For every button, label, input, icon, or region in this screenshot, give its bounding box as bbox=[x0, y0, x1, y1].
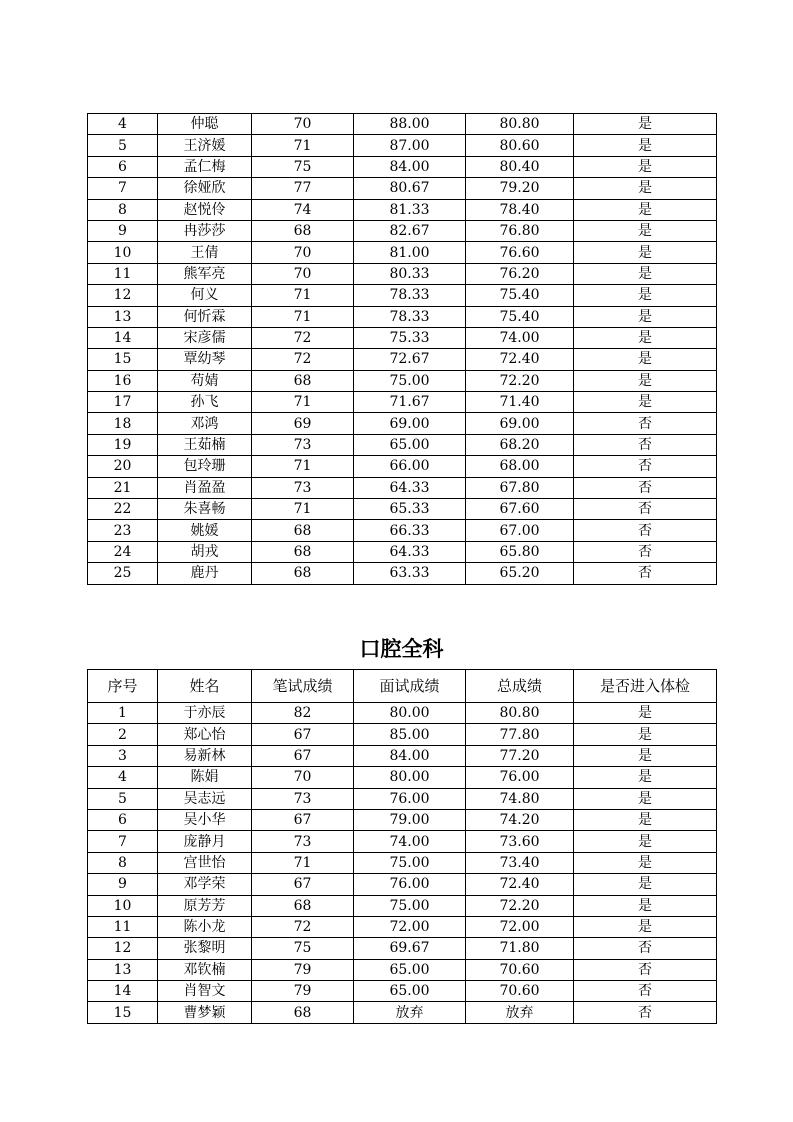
cell-name: 宋彦儒 bbox=[158, 327, 252, 348]
table-row bbox=[88, 703, 717, 724]
cell-total-score: 67.60 bbox=[466, 499, 574, 520]
cell-total-score: 76.80 bbox=[466, 220, 574, 241]
cell-interview-score: 80.00 bbox=[354, 703, 466, 724]
cell-seq: 13 bbox=[88, 959, 158, 980]
cell-written-score: 70 bbox=[252, 114, 354, 135]
table-row bbox=[88, 220, 717, 241]
cell-name: 胡戎 bbox=[158, 541, 252, 562]
cell-physical-exam: 是 bbox=[574, 895, 717, 916]
cell-physical-exam: 是 bbox=[574, 745, 717, 766]
cell-physical-exam: 是 bbox=[574, 392, 717, 413]
cell-interview-score: 65.00 bbox=[354, 981, 466, 1002]
cell-physical-exam: 否 bbox=[574, 499, 717, 520]
cell-seq: 24 bbox=[88, 541, 158, 562]
cell-total-score: 80.80 bbox=[466, 703, 574, 724]
cell-total-score: 67.80 bbox=[466, 477, 574, 498]
cell-interview-score: 63.33 bbox=[354, 563, 466, 584]
table-row bbox=[88, 370, 717, 391]
cell-seq: 10 bbox=[88, 242, 158, 263]
table-header-row bbox=[88, 670, 717, 703]
cell-name: 何义 bbox=[158, 285, 252, 306]
cell-seq: 16 bbox=[88, 370, 158, 391]
cell-name: 宫世怡 bbox=[158, 852, 252, 873]
cell-interview-score: 64.33 bbox=[354, 477, 466, 498]
cell-name: 曹梦颖 bbox=[158, 1002, 252, 1023]
header-physical-exam: 是否进入体检 bbox=[574, 670, 717, 703]
cell-interview-score: 75.00 bbox=[354, 852, 466, 873]
cell-name: 何忻霖 bbox=[158, 306, 252, 327]
cell-seq: 11 bbox=[88, 916, 158, 937]
cell-interview-score: 72.67 bbox=[354, 349, 466, 370]
cell-written-score: 71 bbox=[252, 135, 354, 156]
results-table-oral-general bbox=[87, 669, 717, 1024]
table-row bbox=[88, 135, 717, 156]
table-row bbox=[88, 724, 717, 745]
table-row bbox=[88, 199, 717, 220]
cell-physical-exam: 是 bbox=[574, 831, 717, 852]
cell-seq: 6 bbox=[88, 156, 158, 177]
table-row bbox=[88, 178, 717, 199]
cell-written-score: 70 bbox=[252, 263, 354, 284]
cell-interview-score: 76.00 bbox=[354, 874, 466, 895]
cell-name: 肖智文 bbox=[158, 981, 252, 1002]
cell-name: 张黎明 bbox=[158, 938, 252, 959]
cell-name: 吴志远 bbox=[158, 788, 252, 809]
cell-written-score: 69 bbox=[252, 413, 354, 434]
cell-physical-exam: 否 bbox=[574, 434, 717, 455]
cell-written-score: 70 bbox=[252, 242, 354, 263]
cell-total-score: 65.20 bbox=[466, 563, 574, 584]
cell-total-score: 74.00 bbox=[466, 327, 574, 348]
cell-name: 郑心怡 bbox=[158, 724, 252, 745]
cell-physical-exam: 是 bbox=[574, 916, 717, 937]
cell-total-score: 71.80 bbox=[466, 938, 574, 959]
cell-name: 于亦辰 bbox=[158, 703, 252, 724]
cell-name: 庞静月 bbox=[158, 831, 252, 852]
table-row bbox=[88, 413, 717, 434]
table-row bbox=[88, 981, 717, 1002]
cell-name: 覃幼琴 bbox=[158, 349, 252, 370]
cell-physical-exam: 是 bbox=[574, 114, 717, 135]
cell-name: 冉莎莎 bbox=[158, 220, 252, 241]
cell-interview-score: 放弃 bbox=[354, 1002, 466, 1023]
cell-physical-exam: 是 bbox=[574, 178, 717, 199]
cell-written-score: 71 bbox=[252, 852, 354, 873]
cell-interview-score: 65.00 bbox=[354, 434, 466, 455]
cell-seq: 22 bbox=[88, 499, 158, 520]
cell-seq: 17 bbox=[88, 392, 158, 413]
cell-physical-exam: 是 bbox=[574, 349, 717, 370]
cell-total-score: 70.60 bbox=[466, 959, 574, 980]
table-row bbox=[88, 327, 717, 348]
cell-name: 王茹楠 bbox=[158, 434, 252, 455]
cell-interview-score: 66.33 bbox=[354, 520, 466, 541]
table-row bbox=[88, 874, 717, 895]
cell-name: 孙飞 bbox=[158, 392, 252, 413]
cell-total-score: 80.60 bbox=[466, 135, 574, 156]
cell-written-score: 82 bbox=[252, 703, 354, 724]
cell-total-score: 69.00 bbox=[466, 413, 574, 434]
cell-total-score: 72.00 bbox=[466, 916, 574, 937]
table-row bbox=[88, 392, 717, 413]
cell-interview-score: 65.00 bbox=[354, 959, 466, 980]
cell-seq: 14 bbox=[88, 327, 158, 348]
cell-name: 赵悦伶 bbox=[158, 199, 252, 220]
table-row bbox=[88, 788, 717, 809]
cell-name: 邓鸿 bbox=[158, 413, 252, 434]
table-row bbox=[88, 477, 717, 498]
table-row bbox=[88, 541, 717, 562]
cell-name: 陈小龙 bbox=[158, 916, 252, 937]
table-row bbox=[88, 434, 717, 455]
table-row bbox=[88, 1002, 717, 1023]
cell-interview-score: 65.33 bbox=[354, 499, 466, 520]
cell-name: 王济媛 bbox=[158, 135, 252, 156]
cell-interview-score: 75.33 bbox=[354, 327, 466, 348]
cell-seq: 4 bbox=[88, 767, 158, 788]
cell-total-score: 77.80 bbox=[466, 724, 574, 745]
cell-interview-score: 84.00 bbox=[354, 156, 466, 177]
cell-interview-score: 76.00 bbox=[354, 788, 466, 809]
cell-seq: 7 bbox=[88, 178, 158, 199]
cell-total-score: 放弃 bbox=[466, 1002, 574, 1023]
cell-name: 肖盈盈 bbox=[158, 477, 252, 498]
cell-interview-score: 69.00 bbox=[354, 413, 466, 434]
table-row bbox=[88, 959, 717, 980]
cell-seq: 10 bbox=[88, 895, 158, 916]
cell-written-score: 68 bbox=[252, 563, 354, 584]
table-row bbox=[88, 263, 717, 284]
cell-interview-score: 80.33 bbox=[354, 263, 466, 284]
cell-physical-exam: 否 bbox=[574, 563, 717, 584]
cell-physical-exam: 否 bbox=[574, 959, 717, 980]
cell-seq: 14 bbox=[88, 981, 158, 1002]
cell-written-score: 67 bbox=[252, 809, 354, 830]
cell-written-score: 75 bbox=[252, 156, 354, 177]
cell-seq: 25 bbox=[88, 563, 158, 584]
cell-written-score: 72 bbox=[252, 327, 354, 348]
cell-physical-exam: 是 bbox=[574, 370, 717, 391]
header-interview-score: 面试成绩 bbox=[354, 670, 466, 703]
cell-seq: 11 bbox=[88, 263, 158, 284]
cell-physical-exam: 否 bbox=[574, 981, 717, 1002]
cell-total-score: 74.80 bbox=[466, 788, 574, 809]
cell-written-score: 67 bbox=[252, 745, 354, 766]
cell-total-score: 72.40 bbox=[466, 349, 574, 370]
cell-seq: 9 bbox=[88, 220, 158, 241]
cell-written-score: 73 bbox=[252, 831, 354, 852]
cell-physical-exam: 否 bbox=[574, 1002, 717, 1023]
table-row bbox=[88, 349, 717, 370]
cell-written-score: 70 bbox=[252, 767, 354, 788]
header-seq: 序号 bbox=[88, 670, 158, 703]
cell-written-score: 73 bbox=[252, 477, 354, 498]
cell-seq: 9 bbox=[88, 874, 158, 895]
cell-total-score: 76.60 bbox=[466, 242, 574, 263]
cell-written-score: 68 bbox=[252, 220, 354, 241]
results-table-continued bbox=[87, 113, 717, 585]
results-table-continued-body bbox=[88, 114, 717, 585]
table-row bbox=[88, 499, 717, 520]
cell-total-score: 70.60 bbox=[466, 981, 574, 1002]
cell-name: 易新林 bbox=[158, 745, 252, 766]
cell-total-score: 80.40 bbox=[466, 156, 574, 177]
cell-interview-score: 75.00 bbox=[354, 895, 466, 916]
cell-seq: 1 bbox=[88, 703, 158, 724]
cell-total-score: 72.20 bbox=[466, 370, 574, 391]
cell-seq: 7 bbox=[88, 831, 158, 852]
table-row bbox=[88, 285, 717, 306]
cell-interview-score: 84.00 bbox=[354, 745, 466, 766]
cell-name: 王倩 bbox=[158, 242, 252, 263]
cell-total-score: 68.00 bbox=[466, 456, 574, 477]
cell-physical-exam: 是 bbox=[574, 327, 717, 348]
cell-physical-exam: 是 bbox=[574, 788, 717, 809]
cell-written-score: 75 bbox=[252, 938, 354, 959]
table-row bbox=[88, 852, 717, 873]
table-row bbox=[88, 745, 717, 766]
cell-written-score: 79 bbox=[252, 959, 354, 980]
cell-physical-exam: 是 bbox=[574, 220, 717, 241]
cell-written-score: 68 bbox=[252, 541, 354, 562]
cell-name: 邓学荣 bbox=[158, 874, 252, 895]
cell-interview-score: 78.33 bbox=[354, 306, 466, 327]
cell-interview-score: 69.67 bbox=[354, 938, 466, 959]
cell-total-score: 76.00 bbox=[466, 767, 574, 788]
table-row bbox=[88, 306, 717, 327]
cell-written-score: 73 bbox=[252, 434, 354, 455]
table-row bbox=[88, 895, 717, 916]
cell-total-score: 73.40 bbox=[466, 852, 574, 873]
cell-total-score: 67.00 bbox=[466, 520, 574, 541]
cell-interview-score: 79.00 bbox=[354, 809, 466, 830]
cell-written-score: 71 bbox=[252, 456, 354, 477]
cell-physical-exam: 是 bbox=[574, 263, 717, 284]
cell-written-score: 68 bbox=[252, 1002, 354, 1023]
cell-physical-exam: 是 bbox=[574, 724, 717, 745]
cell-name: 苟婧 bbox=[158, 370, 252, 391]
cell-written-score: 71 bbox=[252, 392, 354, 413]
table-row bbox=[88, 767, 717, 788]
table-row bbox=[88, 938, 717, 959]
cell-seq: 15 bbox=[88, 349, 158, 370]
cell-written-score: 77 bbox=[252, 178, 354, 199]
table-row bbox=[88, 242, 717, 263]
cell-physical-exam: 是 bbox=[574, 852, 717, 873]
results-table-oral-general-body bbox=[88, 703, 717, 1024]
cell-written-score: 72 bbox=[252, 349, 354, 370]
cell-written-score: 67 bbox=[252, 874, 354, 895]
cell-total-score: 76.20 bbox=[466, 263, 574, 284]
cell-written-score: 74 bbox=[252, 199, 354, 220]
table-row bbox=[88, 916, 717, 937]
cell-name: 徐娅欣 bbox=[158, 178, 252, 199]
cell-name: 陈娟 bbox=[158, 767, 252, 788]
cell-physical-exam: 是 bbox=[574, 874, 717, 895]
cell-physical-exam: 否 bbox=[574, 541, 717, 562]
cell-written-score: 72 bbox=[252, 916, 354, 937]
cell-physical-exam: 否 bbox=[574, 413, 717, 434]
cell-seq: 6 bbox=[88, 809, 158, 830]
cell-name: 原芳芳 bbox=[158, 895, 252, 916]
cell-seq: 5 bbox=[88, 788, 158, 809]
cell-seq: 21 bbox=[88, 477, 158, 498]
cell-seq: 12 bbox=[88, 938, 158, 959]
cell-seq: 4 bbox=[88, 114, 158, 135]
cell-interview-score: 66.00 bbox=[354, 456, 466, 477]
cell-written-score: 71 bbox=[252, 499, 354, 520]
cell-name: 鹿丹 bbox=[158, 563, 252, 584]
cell-written-score: 68 bbox=[252, 895, 354, 916]
cell-total-score: 71.40 bbox=[466, 392, 574, 413]
cell-seq: 20 bbox=[88, 456, 158, 477]
cell-physical-exam: 否 bbox=[574, 520, 717, 541]
cell-total-score: 75.40 bbox=[466, 285, 574, 306]
cell-interview-score: 75.00 bbox=[354, 370, 466, 391]
cell-total-score: 78.40 bbox=[466, 199, 574, 220]
cell-total-score: 79.20 bbox=[466, 178, 574, 199]
cell-total-score: 65.80 bbox=[466, 541, 574, 562]
cell-total-score: 72.40 bbox=[466, 874, 574, 895]
cell-name: 仲聪 bbox=[158, 114, 252, 135]
cell-seq: 13 bbox=[88, 306, 158, 327]
cell-physical-exam: 否 bbox=[574, 477, 717, 498]
cell-seq: 3 bbox=[88, 745, 158, 766]
cell-seq: 2 bbox=[88, 724, 158, 745]
cell-seq: 18 bbox=[88, 413, 158, 434]
cell-written-score: 71 bbox=[252, 306, 354, 327]
cell-seq: 12 bbox=[88, 285, 158, 306]
cell-written-score: 68 bbox=[252, 520, 354, 541]
cell-seq: 19 bbox=[88, 434, 158, 455]
cell-physical-exam: 是 bbox=[574, 285, 717, 306]
cell-physical-exam: 是 bbox=[574, 703, 717, 724]
cell-interview-score: 81.00 bbox=[354, 242, 466, 263]
cell-interview-score: 74.00 bbox=[354, 831, 466, 852]
cell-written-score: 73 bbox=[252, 788, 354, 809]
cell-physical-exam: 否 bbox=[574, 938, 717, 959]
cell-written-score: 79 bbox=[252, 981, 354, 1002]
cell-interview-score: 80.00 bbox=[354, 767, 466, 788]
cell-seq: 23 bbox=[88, 520, 158, 541]
cell-seq: 15 bbox=[88, 1002, 158, 1023]
cell-written-score: 68 bbox=[252, 370, 354, 391]
table-row bbox=[88, 520, 717, 541]
cell-name: 熊军亮 bbox=[158, 263, 252, 284]
cell-written-score: 67 bbox=[252, 724, 354, 745]
cell-total-score: 75.40 bbox=[466, 306, 574, 327]
cell-total-score: 72.20 bbox=[466, 895, 574, 916]
header-written-score: 笔试成绩 bbox=[252, 670, 354, 703]
cell-physical-exam: 是 bbox=[574, 306, 717, 327]
cell-interview-score: 81.33 bbox=[354, 199, 466, 220]
cell-name: 邓钦楠 bbox=[158, 959, 252, 980]
header-total-score: 总成绩 bbox=[466, 670, 574, 703]
cell-seq: 8 bbox=[88, 852, 158, 873]
cell-interview-score: 64.33 bbox=[354, 541, 466, 562]
cell-interview-score: 72.00 bbox=[354, 916, 466, 937]
table-row bbox=[88, 114, 717, 135]
cell-seq: 5 bbox=[88, 135, 158, 156]
table-row bbox=[88, 456, 717, 477]
cell-physical-exam: 是 bbox=[574, 199, 717, 220]
cell-total-score: 73.60 bbox=[466, 831, 574, 852]
cell-name: 孟仁梅 bbox=[158, 156, 252, 177]
cell-name: 姚媛 bbox=[158, 520, 252, 541]
header-name: 姓名 bbox=[158, 670, 252, 703]
cell-seq: 8 bbox=[88, 199, 158, 220]
cell-written-score: 71 bbox=[252, 285, 354, 306]
cell-physical-exam: 是 bbox=[574, 767, 717, 788]
cell-name: 吴小华 bbox=[158, 809, 252, 830]
cell-total-score: 80.80 bbox=[466, 114, 574, 135]
cell-name: 朱喜畅 bbox=[158, 499, 252, 520]
cell-physical-exam: 是 bbox=[574, 135, 717, 156]
cell-interview-score: 78.33 bbox=[354, 285, 466, 306]
cell-interview-score: 87.00 bbox=[354, 135, 466, 156]
cell-interview-score: 82.67 bbox=[354, 220, 466, 241]
section-title: 口腔全科 bbox=[359, 636, 444, 661]
cell-physical-exam: 是 bbox=[574, 242, 717, 263]
cell-physical-exam: 否 bbox=[574, 456, 717, 477]
table-row bbox=[88, 831, 717, 852]
cell-interview-score: 85.00 bbox=[354, 724, 466, 745]
cell-total-score: 68.20 bbox=[466, 434, 574, 455]
cell-interview-score: 88.00 bbox=[354, 114, 466, 135]
cell-interview-score: 80.67 bbox=[354, 178, 466, 199]
cell-total-score: 77.20 bbox=[466, 745, 574, 766]
table-row bbox=[88, 563, 717, 584]
table-row bbox=[88, 156, 717, 177]
cell-total-score: 74.20 bbox=[466, 809, 574, 830]
cell-physical-exam: 是 bbox=[574, 809, 717, 830]
cell-interview-score: 71.67 bbox=[354, 392, 466, 413]
cell-physical-exam: 是 bbox=[574, 156, 717, 177]
table-row bbox=[88, 809, 717, 830]
cell-name: 包玲珊 bbox=[158, 456, 252, 477]
